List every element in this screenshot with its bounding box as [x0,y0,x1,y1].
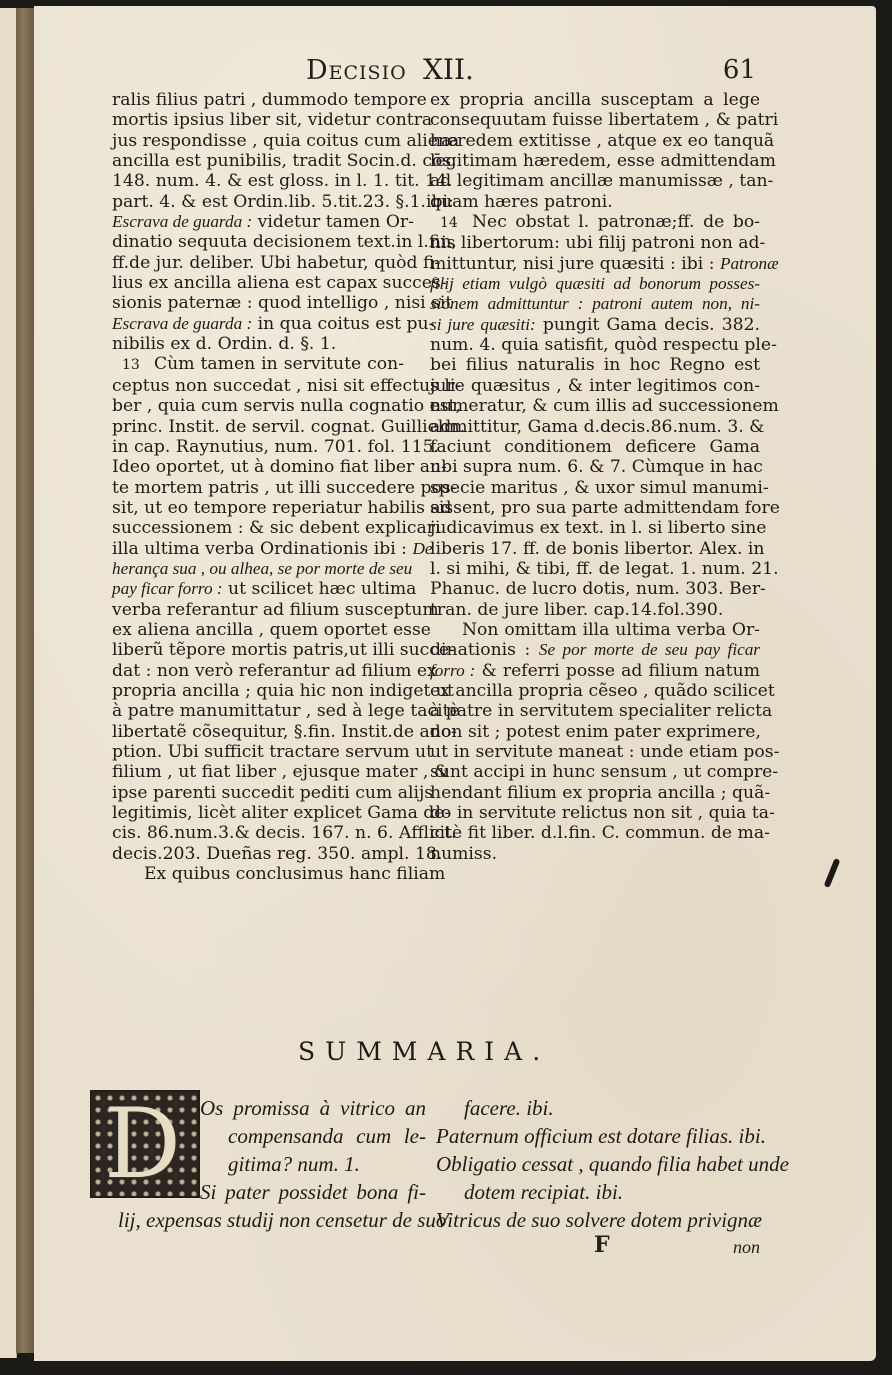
running-head [306,55,776,91]
line-text: Nec obstat l. patronæ;ff. de bo- [472,212,760,233]
text-line [430,294,760,314]
running-head-title: Decisio [306,55,407,86]
summaria-heading: SUMMARIA. [298,1037,551,1066]
line-text: dinationis : [430,640,539,661]
text-line [430,457,763,478]
line-text: à patre in servitutem specialiter relicta [430,701,773,722]
text-line [112,90,427,110]
text-line [112,782,434,803]
summary-entry-line: gitima? num. 1. [228,1152,360,1176]
text-line [112,742,434,762]
summary-entry-line: compensanda cum le- [228,1124,426,1148]
text-line [112,334,404,354]
text-line [430,803,775,824]
decorated-initial [90,1090,200,1198]
text-line [430,253,779,274]
line-text: hendant filium ex propria ancilla ; quã- [430,782,771,803]
text-line [430,90,760,110]
text-line [430,640,760,660]
line-text: ber , quia cum servis nulla cognatio est, [112,396,461,417]
text-line [430,600,760,620]
summary-entry-line: Os promissa à vitrico an [200,1096,426,1120]
summary-entry-line: Vitricus de suo solvere dotem privignæ [436,1208,763,1232]
text-line [112,151,457,172]
text-line [112,171,453,192]
line-text: tran. de jure liber. cap.14.fol.390. [430,599,724,620]
text-line [112,110,433,131]
text-line [112,864,446,885]
italic-quote: Patronæ [719,253,779,273]
line-text: ut scilicet hæc ultima [222,579,417,600]
line-text: consequutam fuisse libertatem , & patri [430,110,779,131]
text-line [430,722,760,742]
line-text: decis.203. Dueñas reg. 350. ampl. 18. [112,843,443,864]
line-text: cis. 86.num.3.& decis. 167. n. 6. Afflict. [112,823,457,844]
text-line [112,558,413,579]
line-text: numiss. [430,843,498,864]
line-text: princ. Instit. de servil. cognat. Guillielm. [112,416,466,437]
line-text: & referri posse ad filium natum [475,660,760,681]
text-line [112,252,441,273]
text-line [112,660,437,681]
line-text: pungit Gama decis. 382. [535,314,761,335]
line-text: citè fit liber. d.l.fin. C. commun. de ma- [430,823,770,844]
summary-entry-line: lij, expensas studij non censetur de suo [118,1208,447,1232]
text-line [112,619,431,640]
line-text: ex propria ancilla susceptam a lege [430,90,760,110]
text-line [112,823,457,844]
line-text: Cùm tamen in servitute con- [154,354,404,375]
text-line [430,110,779,131]
text-line [430,335,777,356]
italic-quote: Escrava de guarda : [112,212,253,232]
line-text: sunt accipi in hunc sensum , ut compre- [430,762,779,783]
italic-quote: forro : [430,660,476,680]
line-text: sit, ut eo tempore reperiatur habilis ad [112,497,452,518]
text-line [112,354,404,375]
text-line [112,579,417,600]
line-text: sionis paternæ : quod intelligo , nisi sit [112,293,453,314]
line-text: num. 4. quia satisfit, quòd respectu ple- [430,335,777,356]
line-text: specie maritus , & uxor simul manumi- [430,477,769,498]
text-line [112,640,455,661]
text-line [430,518,767,539]
text-line [430,315,760,335]
line-text: te mortem patris , ut illi succedere pos- [112,477,457,498]
line-text: ad legitimam ancillæ manumissæ , tan- [430,171,774,192]
text-line [430,742,780,762]
text-line [112,843,443,864]
line-text: faciunt conditionem deficere Gama [430,436,760,457]
decision-number: XII. [423,53,474,86]
text-line [430,212,760,233]
text-line [112,762,450,783]
line-text: successionem : & sic debent explicari [112,518,441,539]
line-text: ipse parenti succedit pediti cum alijs [112,782,434,803]
line-text: Non omittam illa ultima verba Or- [462,619,760,640]
line-text: part. 4. & est Ordin.lib. 5.tit.23. §.1.ibi: [112,191,454,212]
text-line [112,212,414,233]
page-number: 61 [722,55,756,85]
text-line [430,233,766,254]
text-line [112,273,447,294]
text-line [112,721,457,742]
line-text: hæredem extitisse , atque ex eo tanquã [430,130,775,151]
line-text: dinatio sequuta decisionem text.in l.fin, [112,232,457,253]
signature-mark: F [594,1232,610,1258]
text-line [112,396,461,417]
text-line [430,274,760,294]
text-line [112,293,453,314]
summary-entry-line: facere. ibi. [464,1096,554,1120]
text-line [112,130,460,151]
text-line [430,823,770,844]
text-line [112,518,441,539]
text-line [112,599,439,620]
book-gutter [16,8,34,1353]
text-line [430,416,765,437]
line-text: non sit ; potest enim pater exprimere, [430,721,761,742]
line-text: Ex quibus conclusimus hanc filiam [144,864,446,885]
text-line [430,844,760,864]
text-line [430,661,760,681]
line-text: in qua coitus est pu- [252,313,435,334]
text-line [430,782,771,803]
summaria-left-column [118,1094,447,1234]
text-line [430,497,780,518]
text-line [112,232,457,253]
text-line [430,130,775,151]
line-text: libertatẽ cõsequitur, §.fin. Instit.de ado- [112,721,457,742]
text-line [112,680,454,701]
line-text: ralis filius patri , dummodo tempore [112,90,427,110]
line-text: verba referantur ad filium susceptum [112,599,439,620]
line-text: propria ancilla ; quia hic non indiget ut [112,680,454,701]
text-line [112,191,454,212]
line-text: nibilis ex d. Ordin. d. §. 1. [112,334,337,355]
italic-quote: filij etiam vulgò quæsiti ad bonorum posses- [430,274,760,294]
text-line [112,803,451,824]
text-line [112,457,447,478]
line-text: mortis ipsius liber sit, videtur contra [112,110,433,131]
italic-quote: sionem admittuntur : patroni autem non, ni- [430,294,760,314]
text-line [430,355,760,375]
italic-quote: herança sua , ou alhea, se por morte de seu [112,558,413,578]
line-text: ption. Ubi sufficit tractare servum ut [112,742,434,762]
text-line [430,579,766,600]
italic-quote: Escrava de guarda : [112,313,253,333]
line-text: 148. num. 4. & est gloss. in l. 1. tit. 14. [112,171,453,192]
line-text: ceptus non succedat , nisi sit effectus li- [112,375,462,396]
line-text: ut in servitute maneat : unde etiam pos- [430,742,780,762]
line-text: ex aliena ancilla , quem oportet esse [112,619,431,640]
paragraph-number: 14 [440,215,458,232]
line-text: l. si mihi, & tibi, ff. de legat. 1. num. 21. [430,558,779,579]
text-line [112,497,452,518]
paragraph-number: 13 [122,357,140,374]
line-text: judicavimus ex text. in l. si liberto sine [430,518,767,539]
line-text: admittitur, Gama d.decis.86.num. 3. & [430,416,765,437]
line-text: illa ultima verba Ordinationis ibi : [112,538,413,559]
line-text: liberis 17. ff. de bonis libertor. Alex. in [430,538,765,559]
line-text: videtur tamen Or- [252,212,414,233]
text-line [112,701,460,722]
line-text: dat : non verò referantur ad filium ex [112,660,437,681]
text-line [430,437,760,457]
line-text: bei filius naturalis in hoc Regno est [430,355,760,376]
line-text: in cap. Raynutius, num. 701. fol. 115. [112,436,439,457]
line-text: ff.de jur. deliber. Ubi habetur, quòd fi- [112,252,441,273]
text-line [112,375,462,396]
text-line [430,538,765,559]
text-line [430,701,773,722]
line-text: Ideo oportet, ut à domino fiat liber an- [112,457,447,478]
italic-quote: pay ficar forro : [112,579,223,599]
previous-page-edge [0,8,17,1358]
text-line [430,171,774,192]
line-text: sissent, pro sua parte admittendam fore [430,497,780,518]
text-line [430,396,779,417]
right-text-column [430,90,780,864]
initial-letter: D [104,1088,181,1200]
catchword: non [733,1237,760,1257]
text-line [430,151,776,172]
italic-quote: De [412,538,433,558]
line-text: Phanuc. de lucro dotis, num. 303. Ber- [430,579,766,600]
text-line [112,313,435,334]
text-line [112,416,466,437]
summary-entry-line: Obligatio cessat , quando filia habet unde [436,1152,789,1176]
summary-entry-line: dotem recipiat. ibi. [464,1180,624,1204]
summaria-right-column [436,1094,789,1234]
line-text: ubi supra num. 6. & 7. Cùmque in hac [430,457,763,478]
line-text: nis libertorum: ubi filij patroni non ad- [430,233,766,254]
text-line [430,477,769,498]
text-line [430,680,775,701]
summary-entry-line: Si pater possidet bona fi- [200,1180,426,1204]
line-text: legitimam hæredem, esse admittendam [430,151,776,172]
italic-quote: Se por morte de seu pay ficar [538,640,760,660]
line-text: à patre manumittatur , sed à lege tacitè [112,701,460,722]
line-text: quam hæres patroni. [430,191,613,212]
line-text: legitimis, licèt aliter explicet Gama de- [112,803,451,824]
text-line [430,192,760,212]
text-line [430,558,779,579]
text-line [112,436,439,457]
line-text: filium , ut fiat liber , ejusque mater , & [112,762,450,783]
text-line [430,762,779,783]
text-line [430,620,760,640]
line-text: numeratur, & cum illis ad successionem [430,396,779,417]
text-line [112,538,433,559]
summary-entry-line: Paternum officium est dotare filias. ibi. [436,1124,766,1148]
text-line [112,477,457,498]
line-text: mittuntur, nisi jure quæsiti : ibi : [430,253,720,274]
line-text: jure quæsitus , & inter legitimos con- [430,375,760,396]
italic-quote: si jure quæsiti: [430,314,536,334]
line-text: liberũ tẽpore mortis patris,ut illi succe- [112,640,455,661]
line-text: ancilla est punibilis, tradit Socin.d. cōs. [112,151,457,172]
line-text: ex ancilla propria cẽseo , quãdo scilicet [430,680,775,701]
line-text: do in servitute relictus non sit , quia ta- [430,803,775,824]
line-text: jus respondisse , quia coitus cum aliena [112,130,460,151]
line-text: lius ex ancilla aliena est capax succes- [112,273,447,294]
text-line [430,376,760,396]
